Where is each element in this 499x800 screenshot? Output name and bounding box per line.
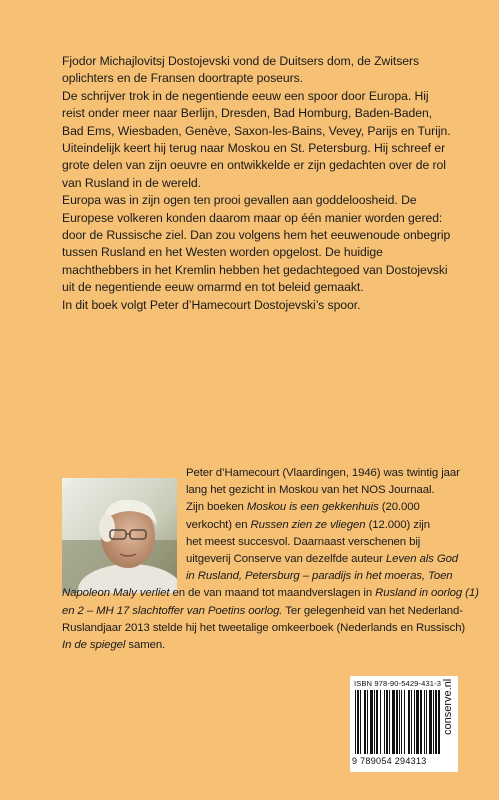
book-title: Leven als God — [385, 553, 459, 566]
book-title: Rusland in oorlog (1) — [375, 587, 479, 600]
barcode-icon — [353, 690, 445, 756]
bio-line: lang het gezicht in Moskou van het NOS Journaal. — [186, 484, 435, 497]
publisher-mark: conserve.nl — [442, 678, 454, 735]
bio-line: Ruslandjaar 2013 stelde hij het tweetalige omkeerboek (Nederlands en Russisch) — [62, 621, 466, 634]
bio-line: en 2 – MH 17 slachtoffer van Poetins oorlog. Ter gelegenheid van het Nederland- — [62, 604, 463, 617]
bio-line: verkocht) en Russen zien ze vliegen (12.000) zijn — [186, 518, 430, 531]
blurb-paragraph-4: In dit boek volgt Peter d’Hamecourt Dostojevski’s spoor. — [62, 297, 361, 312]
book-title: In de spiegel — [62, 639, 126, 652]
book-title: en 2 – MH 17 slachtoffer van Poetins oorlog. — [62, 604, 283, 617]
bio-line: het meest succesvol. Daarnaast verschenen bij — [186, 535, 421, 548]
bio-line: uitgeverij Conserve van dezelfde auteur Leven als God — [186, 553, 459, 566]
bio-line: Zijn boeken Moskou is een gekkenhuis (20.000 — [186, 501, 420, 514]
bio-line — [62, 568, 454, 585]
bio-line: Peter d’Hamecourt (Vlaardingen, 1946) was twintig jaar — [186, 467, 460, 479]
isbn-label: ISBN 978-90-5429-431-3 — [354, 679, 442, 688]
back-cover-blurb — [62, 53, 454, 314]
blurb-paragraph-2: De schrijver trok in de negentiende eeuw een spoor door Europa. Hij reist onder meer naar Berlijn, Dresden, Bad Homburg, Baden-Baden, Bad Ems, Wiesbaden, Genève, Saxon-les-Bains, Vevey, Parijs en Turijn. Uiteindelijk keert hij terug naar Moskou en St. Petersburg. Hij schreef er grote delen van zijn oeuvre en ontwikkelde er zijn gedachten over de rol van Rusland in de wereld. — [62, 88, 451, 190]
barcode-digits: 9 789054 294313 — [352, 756, 427, 766]
book-title: Napoleon Maly verliet — [62, 587, 170, 600]
blurb-paragraph-1: Fjodor Michajlovitsj Dostojevski vond de Duitsers dom, de Zwitsers oplichters en de Fransen doortrapte poseurs. — [62, 54, 420, 86]
author-bio — [62, 465, 479, 654]
blurb-paragraph-3: Europa was in zijn ogen ten prooi gevallen aan goddeloosheid. De Europese volkeren konden daarom maar op één manier worden gered: door de Russische ziel. Dan zou volgens hem het eeuwenoude onbegrip tussen Rusland en het Westen worden opgelost. De huidige machthebbers in het Kremlin hebben het gedachtegoed van Dostojevski uit de negentiende eeuw omarmd en tot beleid gemaakt. — [62, 193, 451, 295]
book-title: Moskou is een gekkenhuis — [246, 501, 379, 514]
book-title: Russen zien ze vliegen — [250, 518, 366, 531]
bio-line: Napoleon Maly verliet en de van maand tot maandverslagen in Rusland in oorlog (1) — [62, 587, 479, 600]
book-title: in Rusland, Petersburg – paradijs in het moeras, Toen — [186, 570, 453, 583]
bio-line: In de spiegel samen. — [62, 639, 166, 652]
